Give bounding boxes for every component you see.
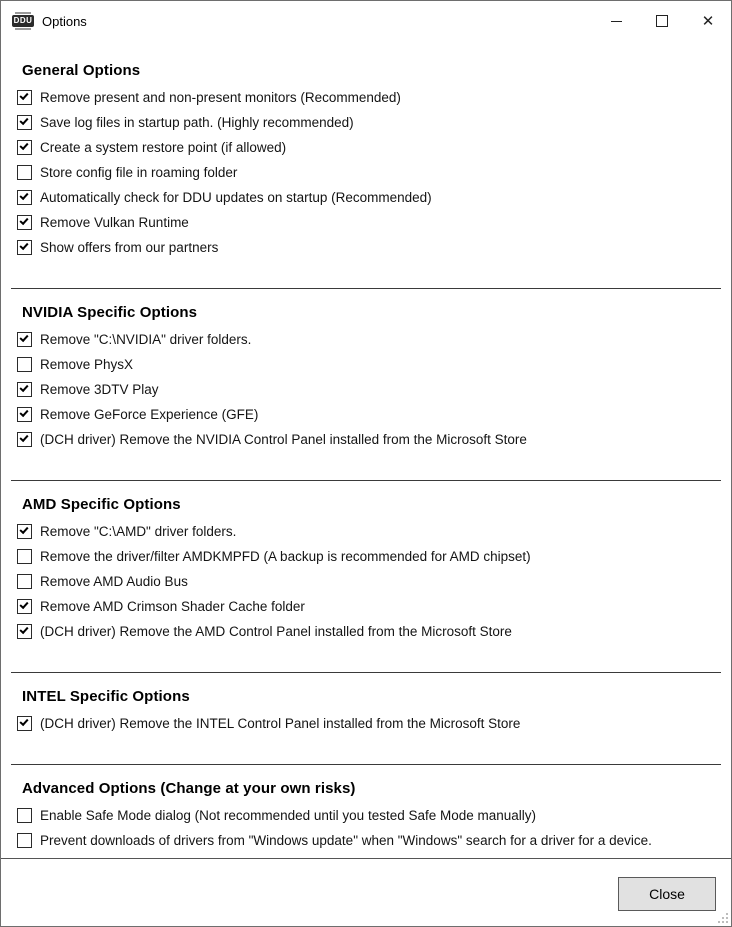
checkbox-label: Remove AMD Audio Bus bbox=[40, 574, 188, 589]
checkbox-label: Remove GeForce Experience (GFE) bbox=[40, 407, 259, 422]
checkbox-row[interactable] bbox=[1, 185, 731, 210]
checkbox[interactable] bbox=[17, 524, 32, 539]
checkbox-row[interactable] bbox=[1, 110, 731, 135]
checkbox-row[interactable] bbox=[1, 594, 731, 619]
checkbox-row[interactable] bbox=[1, 711, 731, 736]
resize-grip-icon[interactable] bbox=[715, 910, 728, 923]
checkbox-row[interactable] bbox=[1, 544, 731, 569]
checkbox[interactable] bbox=[17, 140, 32, 155]
checkbox-label: Automatically check for DDU updates on startup (Recommended) bbox=[40, 190, 432, 205]
section-title: INTEL Specific Options bbox=[22, 688, 190, 705]
checkmark-icon bbox=[19, 191, 28, 200]
checkmark-icon bbox=[19, 433, 28, 442]
checkmark-icon bbox=[19, 625, 28, 634]
minimize-icon bbox=[611, 21, 622, 22]
checkmark-icon bbox=[19, 383, 28, 392]
section-rows bbox=[1, 711, 731, 736]
checkmark-icon bbox=[19, 525, 28, 534]
section-title: NVIDIA Specific Options bbox=[22, 304, 198, 321]
checkbox[interactable] bbox=[17, 599, 32, 614]
checkmark-icon bbox=[19, 91, 28, 100]
checkbox[interactable] bbox=[17, 574, 32, 589]
options-section bbox=[1, 62, 731, 260]
checkbox-label: Remove 3DTV Play bbox=[40, 382, 159, 397]
section-divider bbox=[11, 672, 721, 673]
options-section bbox=[1, 780, 731, 853]
checkbox-row[interactable] bbox=[1, 135, 731, 160]
app-icon-top-bar bbox=[15, 12, 31, 14]
checkbox[interactable] bbox=[17, 357, 32, 372]
maximize-icon bbox=[656, 15, 668, 27]
checkbox-label: Create a system restore point (if allowed) bbox=[40, 140, 287, 155]
section-rows bbox=[1, 803, 731, 853]
checkmark-icon bbox=[19, 241, 28, 250]
checkbox[interactable] bbox=[17, 165, 32, 180]
checkbox-row[interactable] bbox=[1, 235, 731, 260]
checkbox[interactable] bbox=[17, 215, 32, 230]
close-icon: ✕ bbox=[701, 12, 715, 30]
ddu-app-icon bbox=[12, 12, 34, 30]
checkbox[interactable] bbox=[17, 624, 32, 639]
checkbox-label: Remove AMD Crimson Shader Cache folder bbox=[40, 599, 305, 614]
checkbox-row[interactable] bbox=[1, 402, 731, 427]
checkbox[interactable] bbox=[17, 240, 32, 255]
checkmark-icon bbox=[19, 408, 28, 417]
options-section bbox=[1, 688, 731, 736]
section-divider bbox=[11, 288, 721, 289]
checkbox[interactable] bbox=[17, 833, 32, 848]
checkmark-icon bbox=[19, 116, 28, 125]
checkbox-label: Save log files in startup path. (Highly recommended) bbox=[40, 115, 354, 130]
window-title: Options bbox=[42, 13, 87, 29]
section-title: General Options bbox=[22, 62, 141, 79]
checkbox-row[interactable] bbox=[1, 619, 731, 644]
checkbox-row[interactable] bbox=[1, 569, 731, 594]
options-section bbox=[1, 304, 731, 452]
app-icon-label: DDU bbox=[13, 16, 33, 25]
checkbox[interactable] bbox=[17, 90, 32, 105]
checkbox[interactable] bbox=[17, 115, 32, 130]
checkbox[interactable] bbox=[17, 716, 32, 731]
app-icon-bottom-bar bbox=[15, 28, 31, 30]
checkbox-row[interactable] bbox=[1, 210, 731, 235]
checkbox[interactable] bbox=[17, 382, 32, 397]
checkbox-label: Remove Vulkan Runtime bbox=[40, 215, 189, 230]
section-rows bbox=[1, 85, 731, 260]
section-title: AMD Specific Options bbox=[22, 496, 181, 513]
checkbox-row[interactable] bbox=[1, 519, 731, 544]
checkbox-label: (DCH driver) Remove the AMD Control Panel installed from the Microsoft Store bbox=[40, 624, 512, 639]
close-button[interactable]: Close bbox=[618, 877, 716, 911]
checkbox-row[interactable] bbox=[1, 803, 731, 828]
checkbox-row[interactable] bbox=[1, 427, 731, 452]
checkbox-row[interactable] bbox=[1, 160, 731, 185]
checkbox-label: Show offers from our partners bbox=[40, 240, 219, 255]
footer bbox=[1, 858, 731, 926]
options-panel bbox=[1, 41, 731, 858]
minimize-button[interactable] bbox=[593, 1, 639, 41]
titlebar bbox=[1, 1, 731, 41]
checkbox[interactable] bbox=[17, 432, 32, 447]
checkmark-icon bbox=[19, 216, 28, 225]
checkbox-row[interactable] bbox=[1, 377, 731, 402]
section-title: Advanced Options (Change at your own risks) bbox=[22, 780, 356, 797]
checkbox-label: Remove "C:\NVIDIA" driver folders. bbox=[40, 332, 252, 347]
checkmark-icon bbox=[19, 141, 28, 150]
checkbox-row[interactable] bbox=[1, 828, 731, 853]
checkmark-icon bbox=[19, 333, 28, 342]
section-rows bbox=[1, 519, 731, 644]
checkbox-row[interactable] bbox=[1, 85, 731, 110]
checkbox-row[interactable] bbox=[1, 352, 731, 377]
checkmark-icon bbox=[19, 717, 28, 726]
checkbox[interactable] bbox=[17, 190, 32, 205]
checkbox[interactable] bbox=[17, 407, 32, 422]
options-section bbox=[1, 496, 731, 644]
checkbox-label: Remove present and non-present monitors (Recommended) bbox=[40, 90, 401, 105]
checkbox[interactable] bbox=[17, 549, 32, 564]
checkbox-label: (DCH driver) Remove the NVIDIA Control Panel installed from the Microsoft Store bbox=[40, 432, 527, 447]
close-window-button[interactable] bbox=[685, 1, 731, 41]
checkbox[interactable] bbox=[17, 332, 32, 347]
checkbox-row[interactable] bbox=[1, 327, 731, 352]
checkbox-label: Enable Safe Mode dialog (Not recommended until you tested Safe Mode manually) bbox=[40, 808, 537, 823]
checkbox-label: Store config file in roaming folder bbox=[40, 165, 238, 180]
section-rows bbox=[1, 327, 731, 452]
checkmark-icon bbox=[19, 600, 28, 609]
maximize-button[interactable] bbox=[639, 1, 685, 41]
checkbox-label: Prevent downloads of drivers from "Windows update" when "Windows" search for a driver for a device. bbox=[40, 833, 652, 848]
checkbox-label: Remove PhysX bbox=[40, 357, 134, 372]
checkbox-label: Remove the driver/filter AMDKMPFD (A backup is recommended for AMD chipset) bbox=[40, 549, 531, 564]
checkbox-label: Remove "C:\AMD" driver folders. bbox=[40, 524, 237, 539]
section-divider bbox=[11, 764, 721, 765]
section-divider bbox=[11, 480, 721, 481]
checkbox[interactable] bbox=[17, 808, 32, 823]
checkbox-label: (DCH driver) Remove the INTEL Control Panel installed from the Microsoft Store bbox=[40, 716, 521, 731]
